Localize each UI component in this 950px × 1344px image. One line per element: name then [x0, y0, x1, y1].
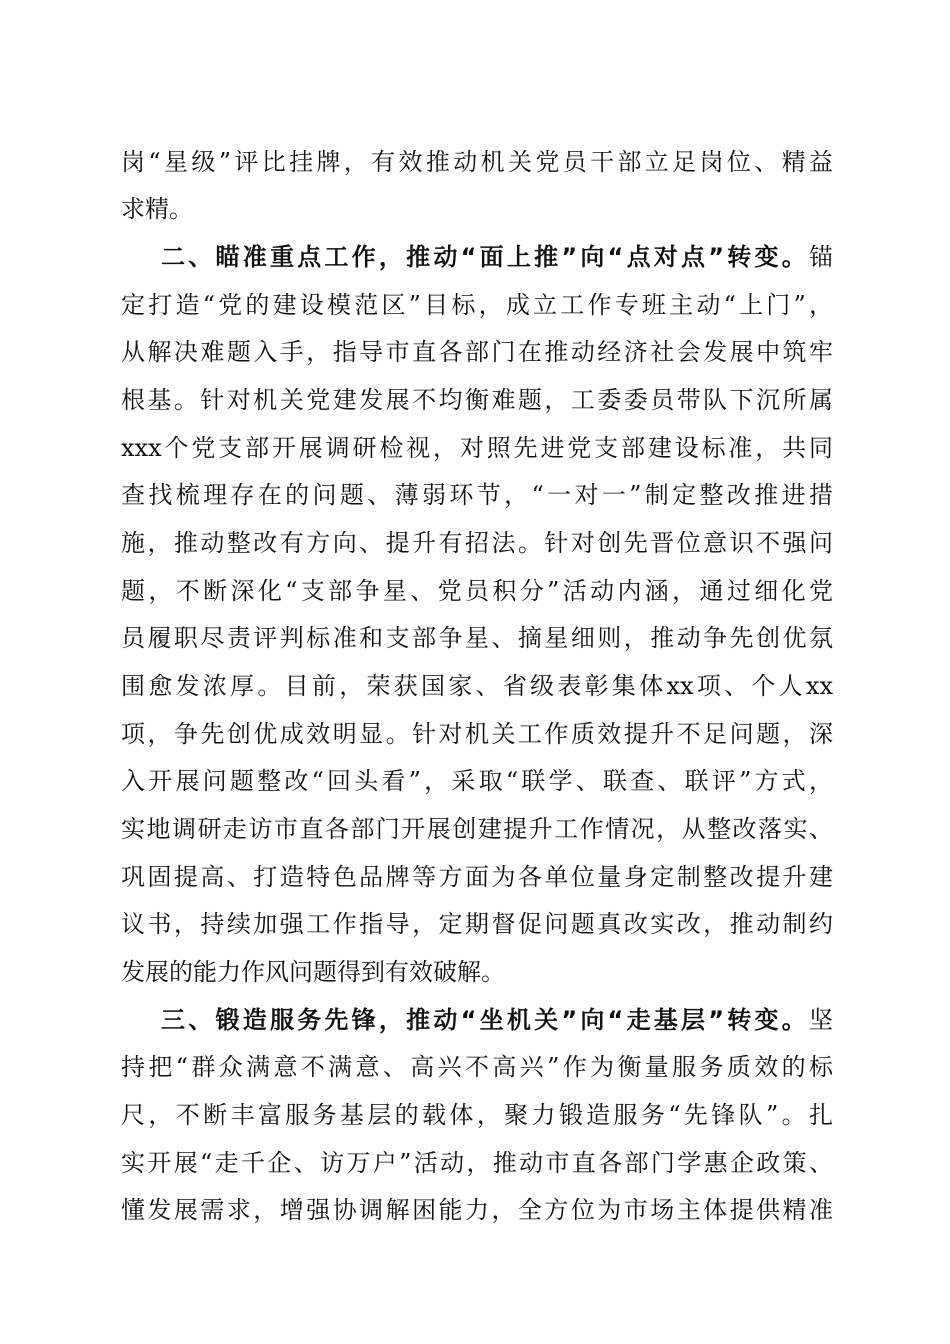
para3-line-1: 持把“群众满意不满意、高兴不高兴”作为衡量服务质效的标: [121, 1053, 833, 1081]
para2-first-line-rest: 锚: [809, 243, 833, 271]
para2-heading: 二、瞄准重点工作，推动“面上推”向“点对点”转变。: [161, 243, 809, 271]
para2-line-6: 施，推动整改有方向、提升有招法。针对创先晋位意识不强问: [121, 529, 833, 557]
para1-line-1: 岗“星级”评比挂牌，有效推动机关党员干部立足岗位、精益: [121, 148, 833, 176]
para3-line-2: 尺，不断丰富服务基层的载体，聚力锻造服务“先锋队”。扎: [121, 1101, 833, 1129]
para2-line-7: 题，不断深化“支部争星、党员积分”活动内涵，通过细化党: [121, 577, 833, 605]
para3-line-4: 懂发展需求，增强协调解困能力，全方位为市场主体提供精准: [121, 1196, 833, 1224]
para2-line-11: 入开展问题整改“回头看”，采取“联学、联查、联评”方式，: [121, 767, 833, 795]
para2-line-1: 定打造“党的建设模范区”目标，成立工作专班主动“上门”，: [121, 291, 833, 319]
para2-line-12: 实地调研走访市直各部门开展创建提升工作情况，从整改落实、: [121, 815, 833, 843]
para3-first-line-rest: 坚: [809, 1006, 833, 1034]
para2-line-4: xxx个党支部开展调研检视，对照先进党支部建设标准，共同: [121, 434, 833, 462]
para2-first-line: [161, 242, 833, 272]
para2-line-3: 根基。针对机关党建发展不均衡难题，工委委员带队下沉所属: [121, 386, 833, 414]
para2-line-8: 员履职尽责评判标准和支部争星、摘星细则，推动争先创优氛: [121, 624, 833, 652]
para1-line-2: 求精。: [121, 195, 193, 223]
para3-first-line: [161, 1005, 833, 1035]
para3-line-3: 实开展“走千企、访万户”活动，推动市直各部门学惠企政策、: [121, 1149, 833, 1177]
para2-line-10: 项，争先创优成效明显。针对机关工作质效提升不足问题，深: [121, 720, 833, 748]
para2-line-15: 发展的能力作风问题得到有效破解。: [121, 958, 505, 986]
para2-line-9: 围愈发浓厚。目前，荣获国家、省级表彰集体xx项、个人xx: [121, 672, 833, 700]
para2-line-13: 巩固提高、打造特色品牌等方面为各单位量身定制整改提升建: [121, 863, 833, 891]
para2-line-2: 从解决难题入手，指导市直各部门在推动经济社会发展中筑牢: [121, 338, 833, 366]
para2-line-5: 查找梳理存在的问题、薄弱环节，“一对一”制定整改推进措: [121, 481, 833, 509]
para3-heading: 三、锻造服务先锋，推动“坐机关”向“走基层”转变。: [161, 1006, 809, 1034]
para2-line-14: 议书，持续加强工作指导，定期督促问题真改实改，推动制约: [121, 910, 833, 938]
